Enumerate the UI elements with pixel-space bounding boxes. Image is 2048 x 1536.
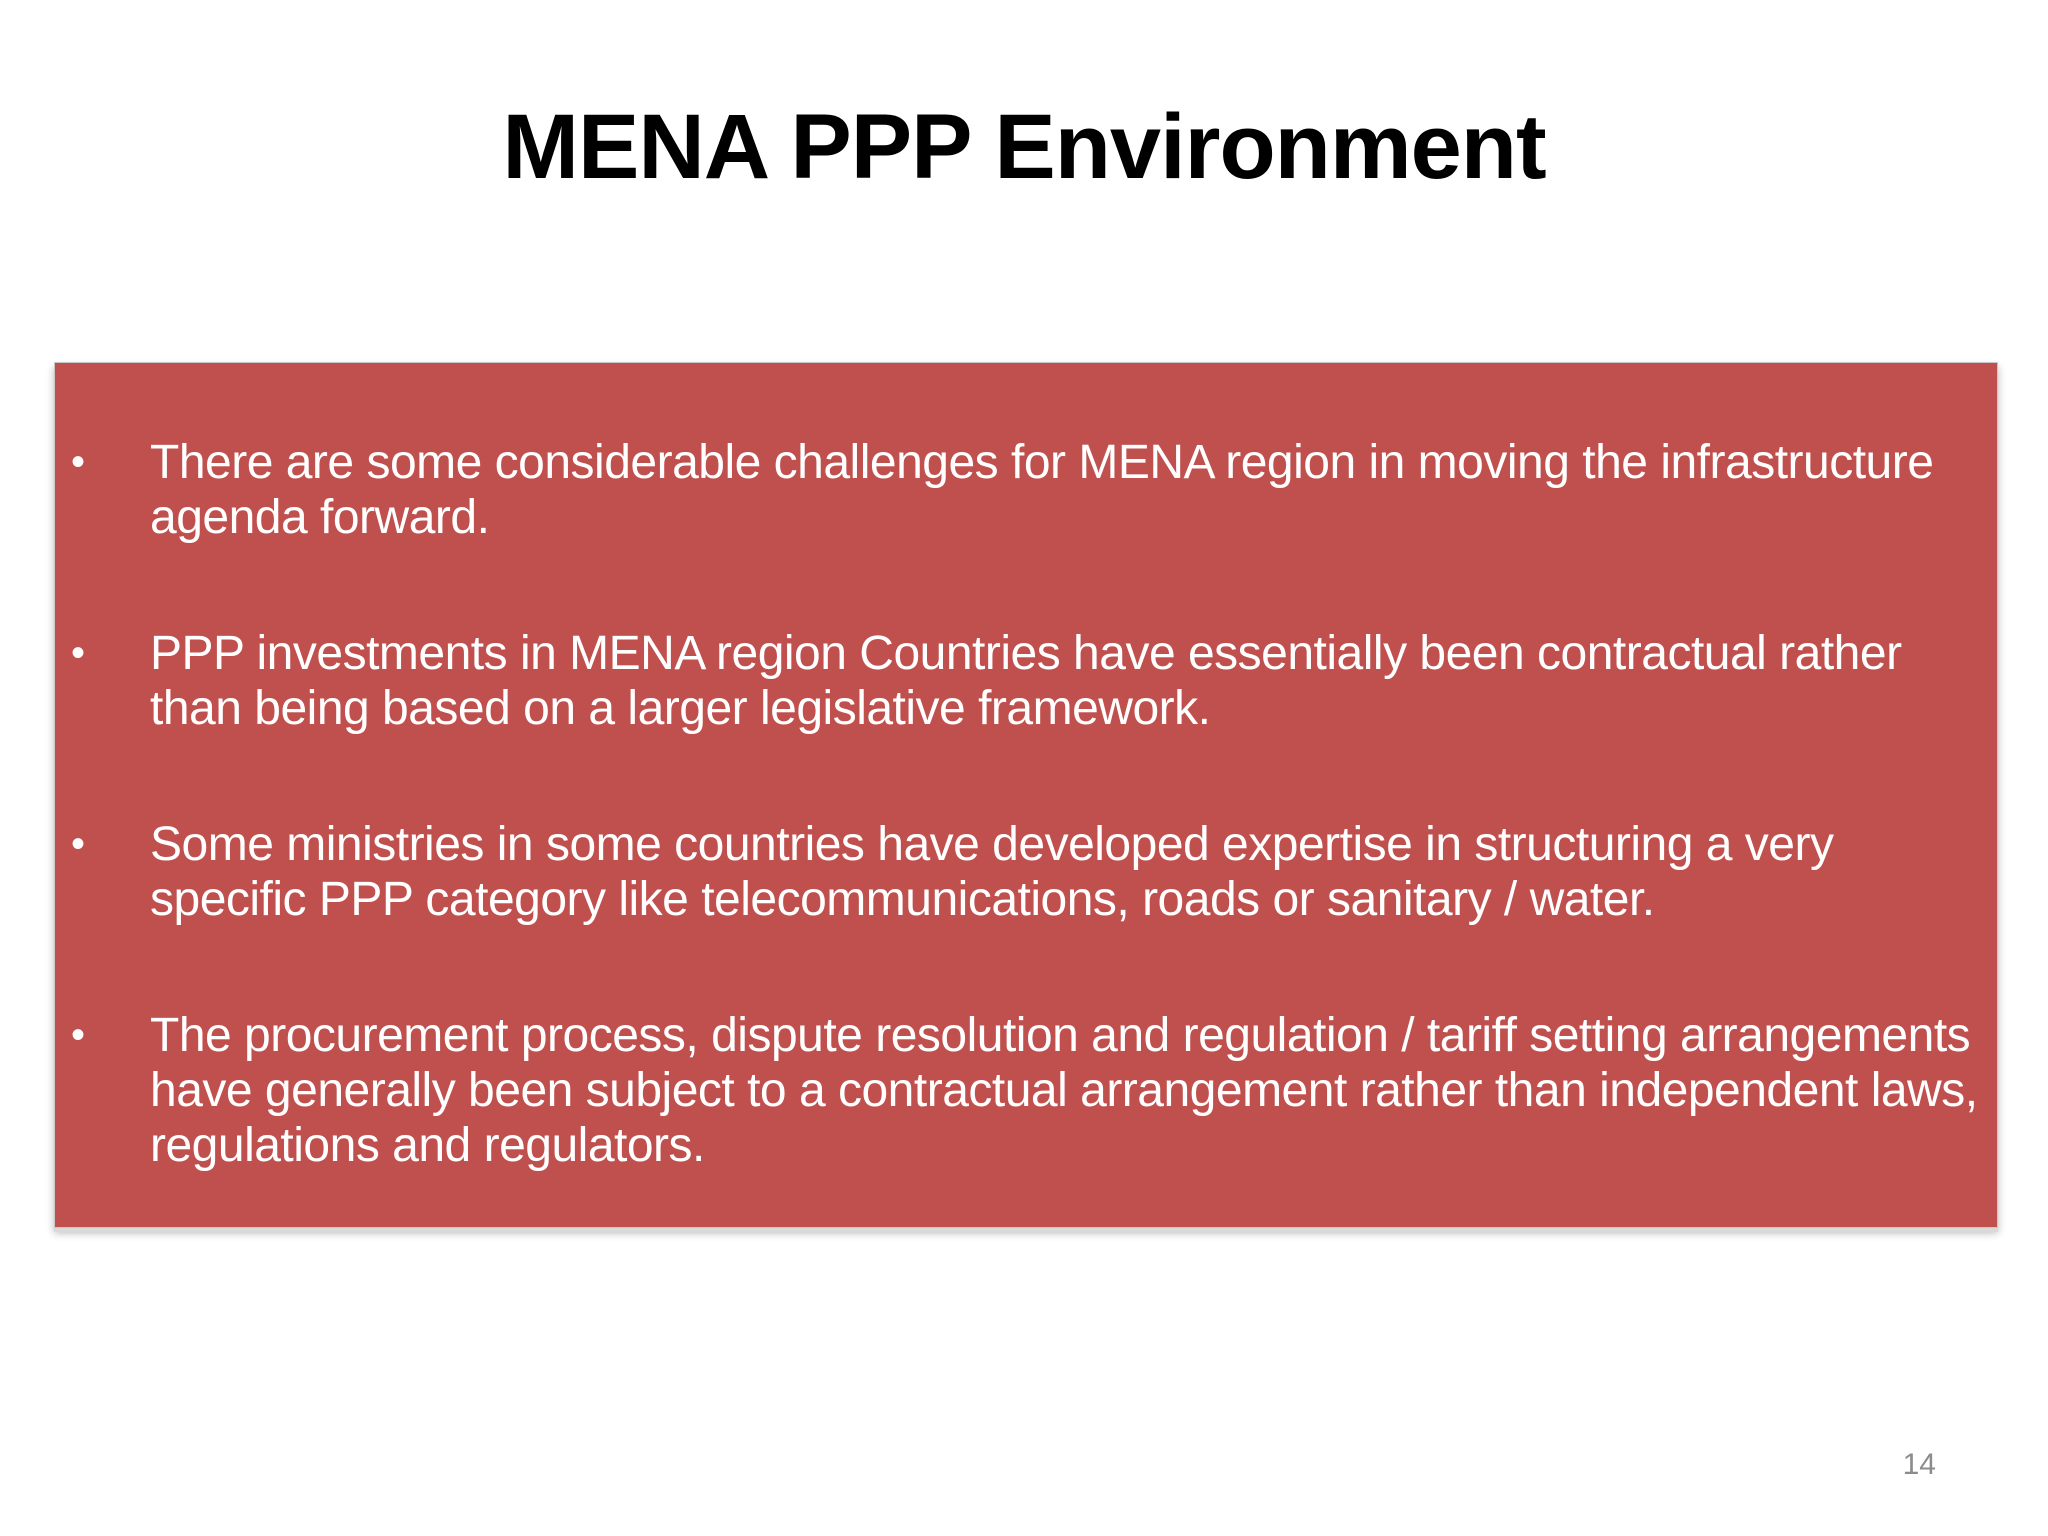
bullet-dot-icon: • xyxy=(71,1013,85,1057)
bullet-list xyxy=(55,435,1999,1254)
bullet-dot-icon: • xyxy=(71,440,85,484)
bullet-text: The procurement process, dispute resolution and regulation / tariff setting arrangements have generally been subject to a contractual arrangement rather than independent laws, regulations and regulators. xyxy=(150,1009,1978,1172)
bullet-dot-icon: • xyxy=(71,631,85,675)
bullet-text: Some ministries in some countries have developed expertise in structuring a very specific PPP category like telecommunications, roads or sanitary / water. xyxy=(150,818,1834,926)
bullet-text: There are some considerable challenges for MENA region in moving the infrastructure agenda forward. xyxy=(150,436,1934,544)
page-number: 14 xyxy=(1902,1448,1936,1481)
bullet-item xyxy=(55,1008,1999,1173)
bullet-text: PPP investments in MENA region Countries have essentially been contractual rather than being based on a larger legislative framework. xyxy=(150,627,1902,735)
bullet-dot-icon: • xyxy=(71,822,85,866)
slide-title: MENA PPP Environment xyxy=(502,96,1546,198)
content-panel xyxy=(54,362,1998,1228)
bullet-item xyxy=(55,435,1999,545)
bullet-item xyxy=(55,626,1999,736)
bullet-item xyxy=(55,817,1999,927)
